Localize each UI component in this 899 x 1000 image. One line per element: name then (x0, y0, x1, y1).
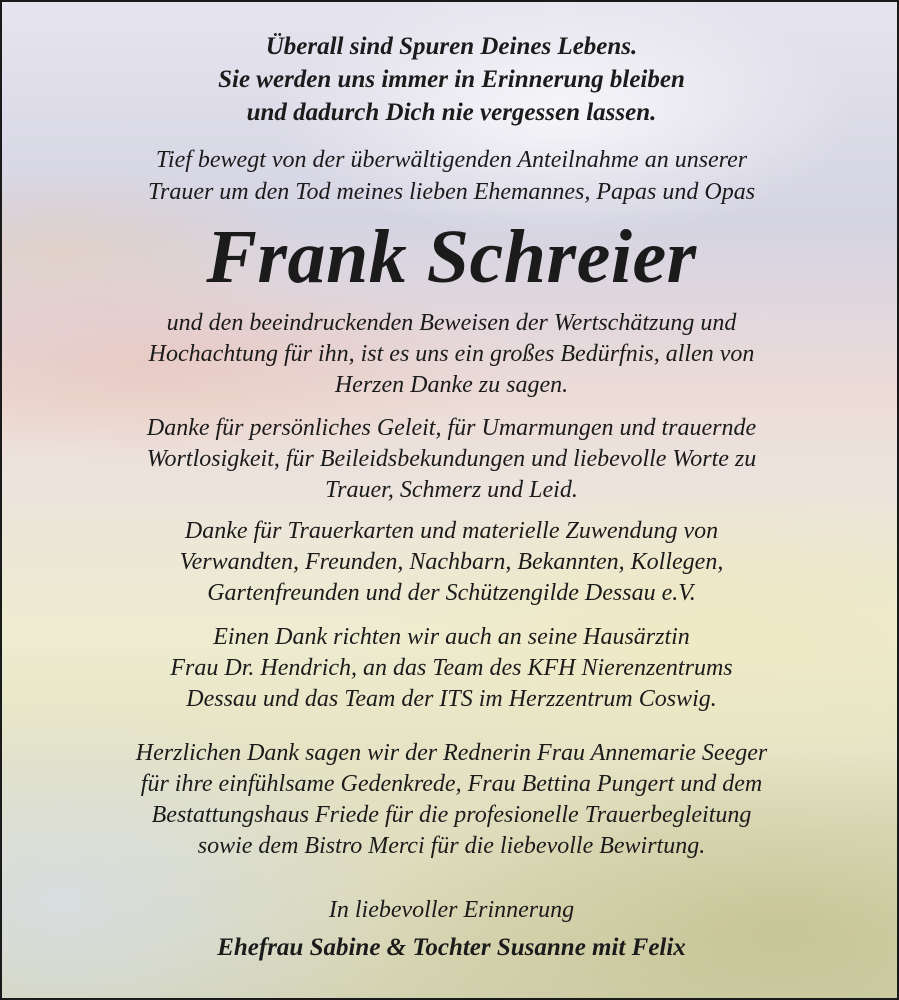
paragraph-line: Verwandten, Freunden, Nachbarn, Bekannten, Kollegen, (179, 549, 724, 575)
paragraph-line: Frau Dr. Hendrich, an das Team des KFH Nierenzentrums (170, 655, 733, 681)
paragraph-line: Hochachtung für ihn, ist es uns ein großes Bedürfnis, allen von (148, 341, 755, 367)
intro-line: Trauer um den Tod meines lieben Ehemannes, Papas und Opas (147, 179, 756, 205)
paragraph-line: Bestattungshaus Friede für die profesionelle Trauerbegleitung (151, 802, 752, 828)
signers: Ehefrau Sabine & Tochter Susanne mit Felix (217, 934, 686, 961)
paragraph-line: Dessau und das Team der ITS im Herzzentrum Coswig. (186, 686, 717, 712)
paragraph-line: Einen Dank richten wir auch an seine Hausärztin (213, 624, 690, 650)
closing-line: In liebevoller Erinnerung (328, 897, 575, 923)
thanks-paragraph (2, 413, 899, 506)
paragraph-line: Danke für Trauerkarten und materielle Zuwendung von (184, 518, 719, 544)
thanks-paragraph (2, 308, 899, 401)
thanks-paragraph (2, 516, 899, 609)
paragraph-line: Gartenfreunden und der Schützengilde Dessau e.V. (207, 580, 696, 606)
intro-text (2, 144, 899, 208)
paragraph-line: Wortlosigkeit, für Beileidsbekundungen und liebevolle Worte zu (146, 446, 757, 472)
motto-line: Überall sind Spuren Deines Lebens. (265, 33, 638, 60)
intro-line: Tief bewegt von der überwältigenden Anteilnahme an unserer (155, 147, 748, 173)
paragraph-line: Trauer, Schmerz und Leid. (325, 477, 578, 503)
paragraph-line: Danke für persönliches Geleit, für Umarmungen und trauernde (146, 415, 757, 441)
thanks-paragraph (2, 622, 899, 715)
paragraph-line: Herzen Danke zu sagen. (334, 372, 569, 398)
motto-line: Sie werden uns immer in Erinnerung bleiben (218, 66, 685, 93)
paragraph-line: und den beeindruckenden Beweisen der Wertschätzung und (166, 310, 737, 336)
thanks-paragraph (2, 738, 899, 862)
paragraph-line: sowie dem Bistro Merci für die liebevolle Bewirtung. (197, 833, 706, 859)
deceased-name: Frank Schreier (206, 215, 697, 299)
memorial-motto (2, 30, 899, 129)
motto-line: und dadurch Dich nie vergessen lassen. (246, 99, 657, 126)
paragraph-line: Herzlichen Dank sagen wir der Rednerin Frau Annemarie Seeger (135, 740, 768, 766)
paragraph-line: für ihre einfühlsame Gedenkrede, Frau Bettina Pungert und dem (140, 771, 763, 797)
